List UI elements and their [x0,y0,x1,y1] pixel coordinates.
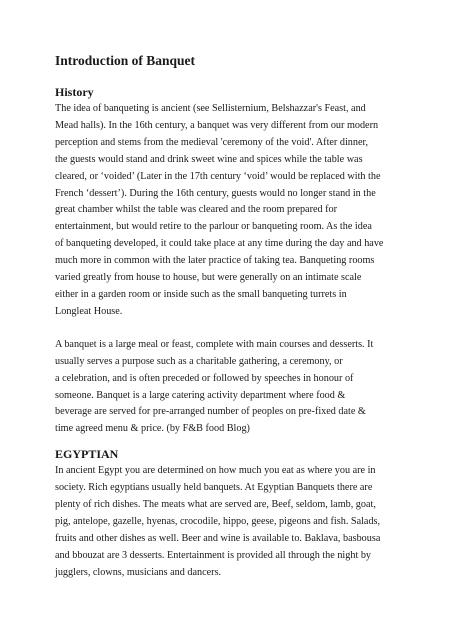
paragraph-line: usually serves a purpose such as a charitable gathering, a ceremony, or [55,355,343,367]
paragraph-line: time agreed menu & price. (by F&B food Blog) [55,423,250,435]
history-paragraph-2 [55,337,403,438]
paragraph-line: someone. Banquet is a large catering activity department where food & [55,389,346,401]
history-paragraph-1 [55,101,403,321]
paragraph-line: French ‘dessert’). During the 16th century, guests would no longer stand in the [55,187,376,199]
paragraph-line: Longleat House. [55,305,123,317]
paragraph-line: pig, antelope, gazelle, hyenas, crocodile, hippo, geese, pigeons and fish. Salads, [55,515,381,527]
document-title: Introduction of Banquet [55,53,196,68]
paragraph-line: jugglers, clowns, musicians and dancers. [55,566,222,578]
paragraph-line: great chamber whilst the table was cleared and the room prepared for [55,204,338,216]
paragraph-line: much more in common with the later practice of taking tea. Banqueting rooms [55,255,375,267]
paragraph-line: The idea of banqueting is ancient (see Sellisternium, Belshazzar's Feast, and [55,103,366,114]
section-spacer [55,438,403,446]
paragraph-line: and bbouzat are 3 desserts. Entertainment is provided all through the night by [55,549,372,561]
paragraph-line: society. Rich egyptians usually held banquets. At Egyptian Banquets there are [55,482,373,494]
paragraph-line: of banqueting developed, it could take place at any time during the day and have [55,238,384,250]
paragraph-line: either in a garden room or inside such as the small banqueting turrets in [55,288,347,300]
paragraph-line: Mead halls). In the 16th century, a banquet was very different from our modern [55,119,379,131]
egyptian-paragraph [55,463,403,581]
paragraph-line: cleared, or ‘voided’ (Later in the 17th century ‘void’ would be replaced with the [55,170,381,182]
paragraph-line: A banquet is a large meal or feast, complete with main courses and desserts. It [55,338,374,350]
paragraph-line: the guests would stand and drink sweet wine and spices while the table was [55,153,363,165]
paragraph-line: a celebration, and is often preceded or followed by speeches in honour of [55,372,354,384]
paragraph-line: entertainment, but would retire to the parlour or banqueting room. As the idea [55,221,372,233]
paragraph-line: fruits and other dishes as well. Beer and wine is available to. Baklava, basbousa [55,532,381,544]
paragraph-line: In ancient Egypt you are determined on how much you eat as where you are in [55,465,376,477]
document-content [55,52,403,582]
paragraph-line: plenty of rich dishes. The meats what are served are, Beef, seldom, lamb, goat, [55,499,376,511]
paragraph-spacer [55,321,403,337]
paragraph-line: perception and stems from the medieval 'ceremony of the void'. After dinner, [55,136,369,148]
paragraph-line: beverage are served for pre-arranged number of peoples on pre-fixed date & [55,406,366,418]
paragraph-line: varied greatly from house to house, but were generally on an intimate scale [55,272,362,284]
egyptian-heading: EGYPTIAN [55,447,119,462]
history-heading: History [55,85,94,99]
